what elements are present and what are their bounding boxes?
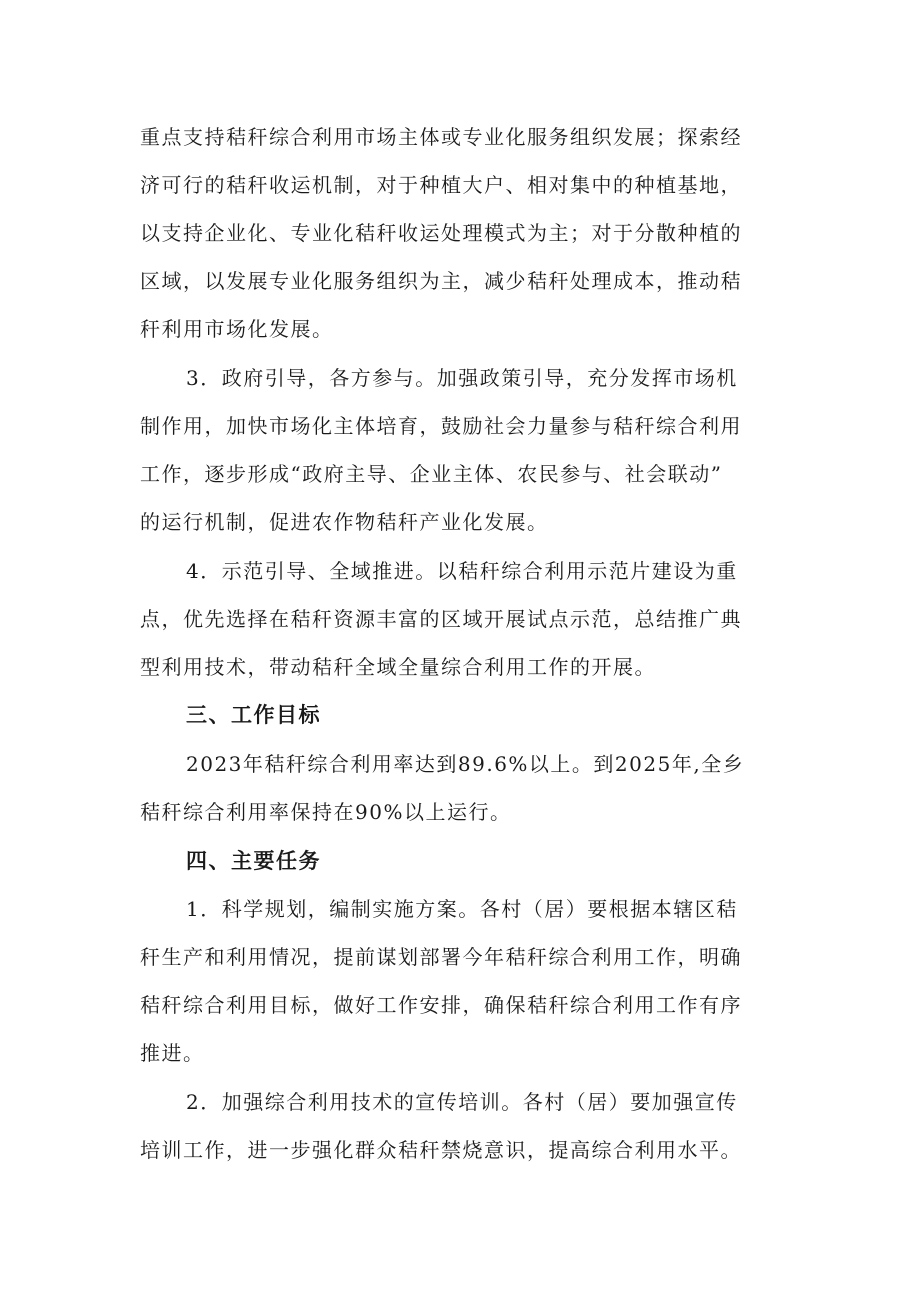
paragraph-line: 秆利用市场化发展。 [140,317,334,341]
paragraph-line: 重点支持秸秆综合利用市场主体或专业化服务组织发展；探索经 [140,125,742,149]
paragraph-line: 点，优先选择在秸秆资源丰富的区域开展试点示范，总结推广典 [140,607,742,631]
paragraph-line: 型利用技术，带动秸秆全域全量综合利用工作的开展。 [140,655,656,679]
item-4-line: 4．示范引导、全域推进。以秸秆综合利用示范片建设为重 [186,559,738,583]
paragraph-line: 济可行的秸秆收运机制，对于种植大户、相对集中的种植基地， [140,173,742,197]
task-2-line: 2．加强综合利用技术的宣传培训。各村（居）要加强宣传 [186,1090,738,1114]
paragraph-line: 秸秆综合利用率保持在90%以上运行。 [140,800,512,824]
paragraph-line: 培训工作，进一步强化群众秸秆禁烧意识，提高综合利用水平。 [140,1138,742,1162]
section-heading-main-tasks: 四、主要任务 [186,849,321,873]
paragraph-line: 以支持企业化、专业化秸秆收运处理模式为主；对于分散种植的 [140,221,742,245]
item-3-line: 3．政府引导，各方参与。加强政策引导，充分发挥市场机 [186,366,738,390]
section-heading-work-goals: 三、工作目标 [186,703,321,727]
task-1-line: 1．科学规划，编制实施方案。各村（居）要根据本辖区秸 [186,897,738,921]
paragraph-line: 工作，逐步形成“政府主导、企业主体、农民参与、社会联动” [140,462,723,486]
paragraph-line: 2023年秸秆综合利用率达到89.6%以上。到2025年,全乡 [186,752,745,776]
paragraph-line: 秆生产和利用情况，提前谋划部署今年秸秆综合利用工作，明确 [140,945,742,969]
paragraph-line: 推进。 [140,1041,205,1065]
paragraph-line: 的运行机制，促进农作物秸秆产业化发展。 [140,510,549,534]
paragraph-line: 制作用，加快市场化主体培育，鼓励社会力量参与秸秆综合利用 [140,414,742,438]
paragraph-line: 秸秆综合利用目标，做好工作安排，确保秸秆综合利用工作有序 [140,993,742,1017]
paragraph-line: 区域，以发展专业化服务组织为主，减少秸秆处理成本，推动秸 [140,269,742,293]
